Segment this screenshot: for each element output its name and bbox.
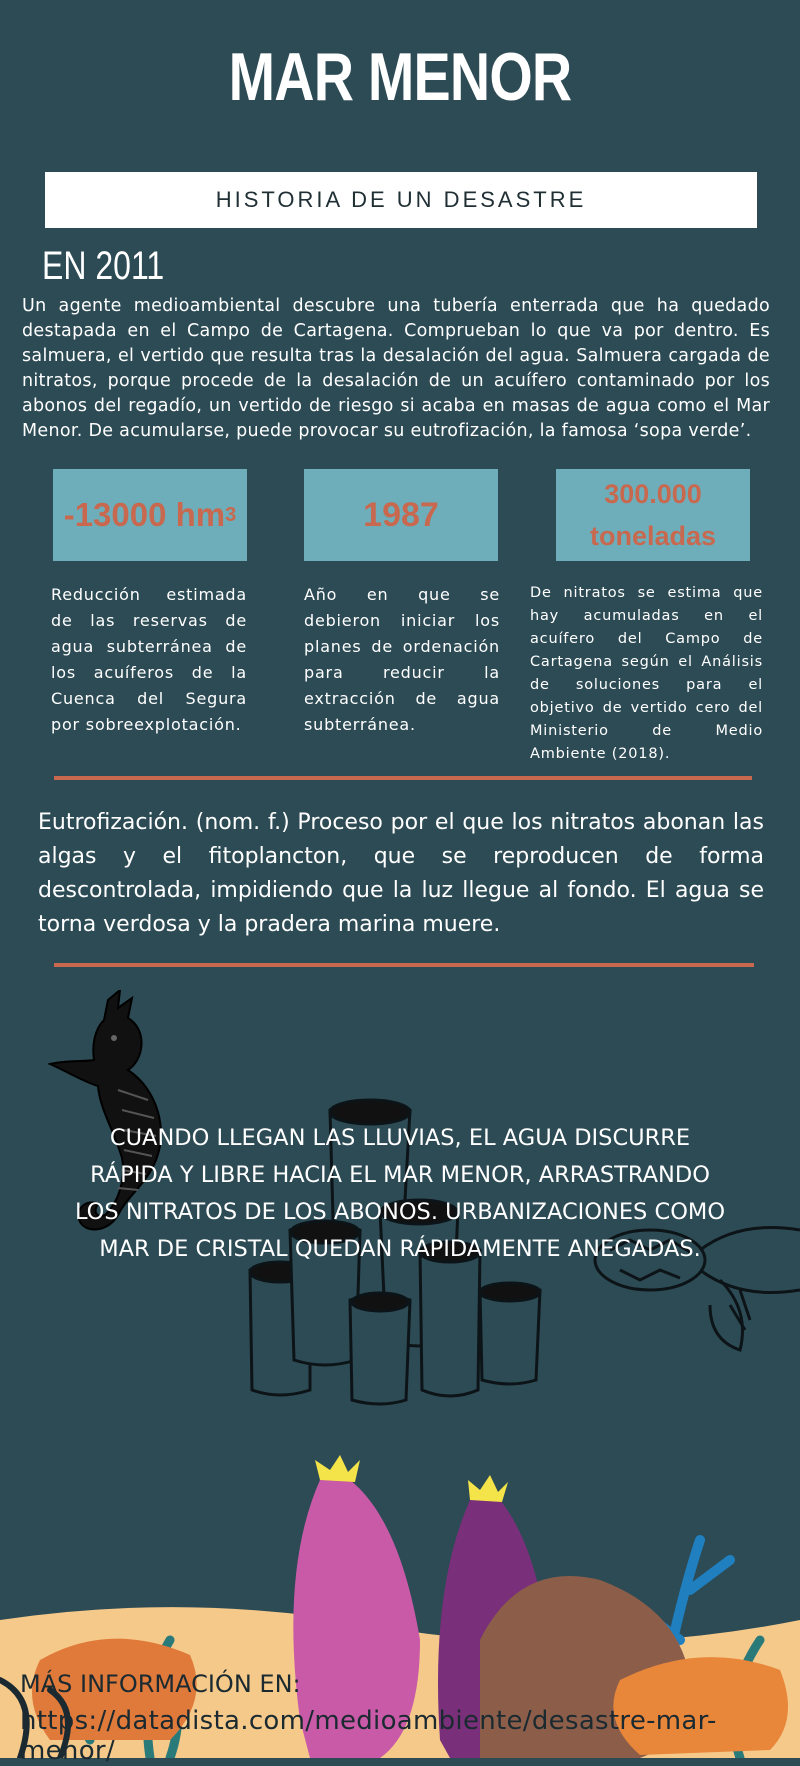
- subtitle-banner: [45, 172, 757, 228]
- page-title: MAR MENOR: [228, 39, 572, 115]
- stat-description: Reducción estimada de las reservas de agua subterránea de los acuíferos de la Cuenca del Segura por sobreexplotación.: [51, 585, 247, 734]
- stat-box-tonnes: [556, 469, 750, 561]
- subtitle-text: HISTORIA DE UN DESASTRE: [215, 187, 587, 212]
- rain-paragraph: CUANDO LLEGAN LAS LLUVIAS, EL AGUA DISCURRE RÁPIDA Y LIBRE HACIA EL MAR MENOR, ARRASTRANDO LOS NITRATOS DE LOS ABONOS. URBANIZACIONES COMO MAR DE CRISTAL QUEDAN RÁPIDAMENTE ANEGADAS.: [74, 1125, 726, 1262]
- stat-box-year: [304, 469, 498, 561]
- intro-paragraph: Un agente medioambiental descubre una tubería enterrada que ha quedado destapada en el Campo de Cartagena. Comprueban lo que va por dentro. Es salmuera, el vertido que resulta tras la desalación del agua. Salmuera cargada de nitratos, porque procede de la desalación de un acuífero contaminado por los abonos del regadío, un vertido de riesgo si acaba en masas de agua como el Mar Menor. De acumularse, puede provocar su eutrofización, la famosa ‘sopa verde’.: [22, 296, 770, 441]
- section-heading-2011: EN 2011: [42, 244, 165, 288]
- stat-box-reduction: [53, 469, 247, 561]
- source-link[interactable]: https://datadista.com/medioambiente/desastre-mar-menor/: [20, 1706, 717, 1766]
- stat-superscript: 3: [225, 503, 237, 526]
- divider: [54, 963, 754, 967]
- divider: [54, 776, 752, 780]
- stat-description: Año en que se debieron iniciar los planes de ordenación para reducir la extracción de agua subterránea.: [304, 585, 500, 734]
- stat-value-line2: toneladas: [589, 521, 717, 551]
- more-info-label: MÁS INFORMACIÓN EN:: [20, 1670, 301, 1698]
- stat-value-line1: 300.000: [604, 479, 702, 509]
- stat-value: 1987: [363, 495, 439, 534]
- stat-value: -13000 hm: [63, 496, 226, 533]
- definition-paragraph: Eutrofización. (nom. f.) Proceso por el que los nitratos abonan las algas y el fitoplancton, que se reproducen de forma descontrolada, impidiendo que la luz llegue al fondo. El agua se torna verdosa y la pradera marina muere.: [38, 810, 764, 937]
- stat-description: De nitratos se estima que hay acumuladas en el acuífero del Campo de Cartagena según el Análisis de soluciones para el objetivo de vertido cero del Ministerio de Medio Ambiente (2018).: [530, 585, 763, 762]
